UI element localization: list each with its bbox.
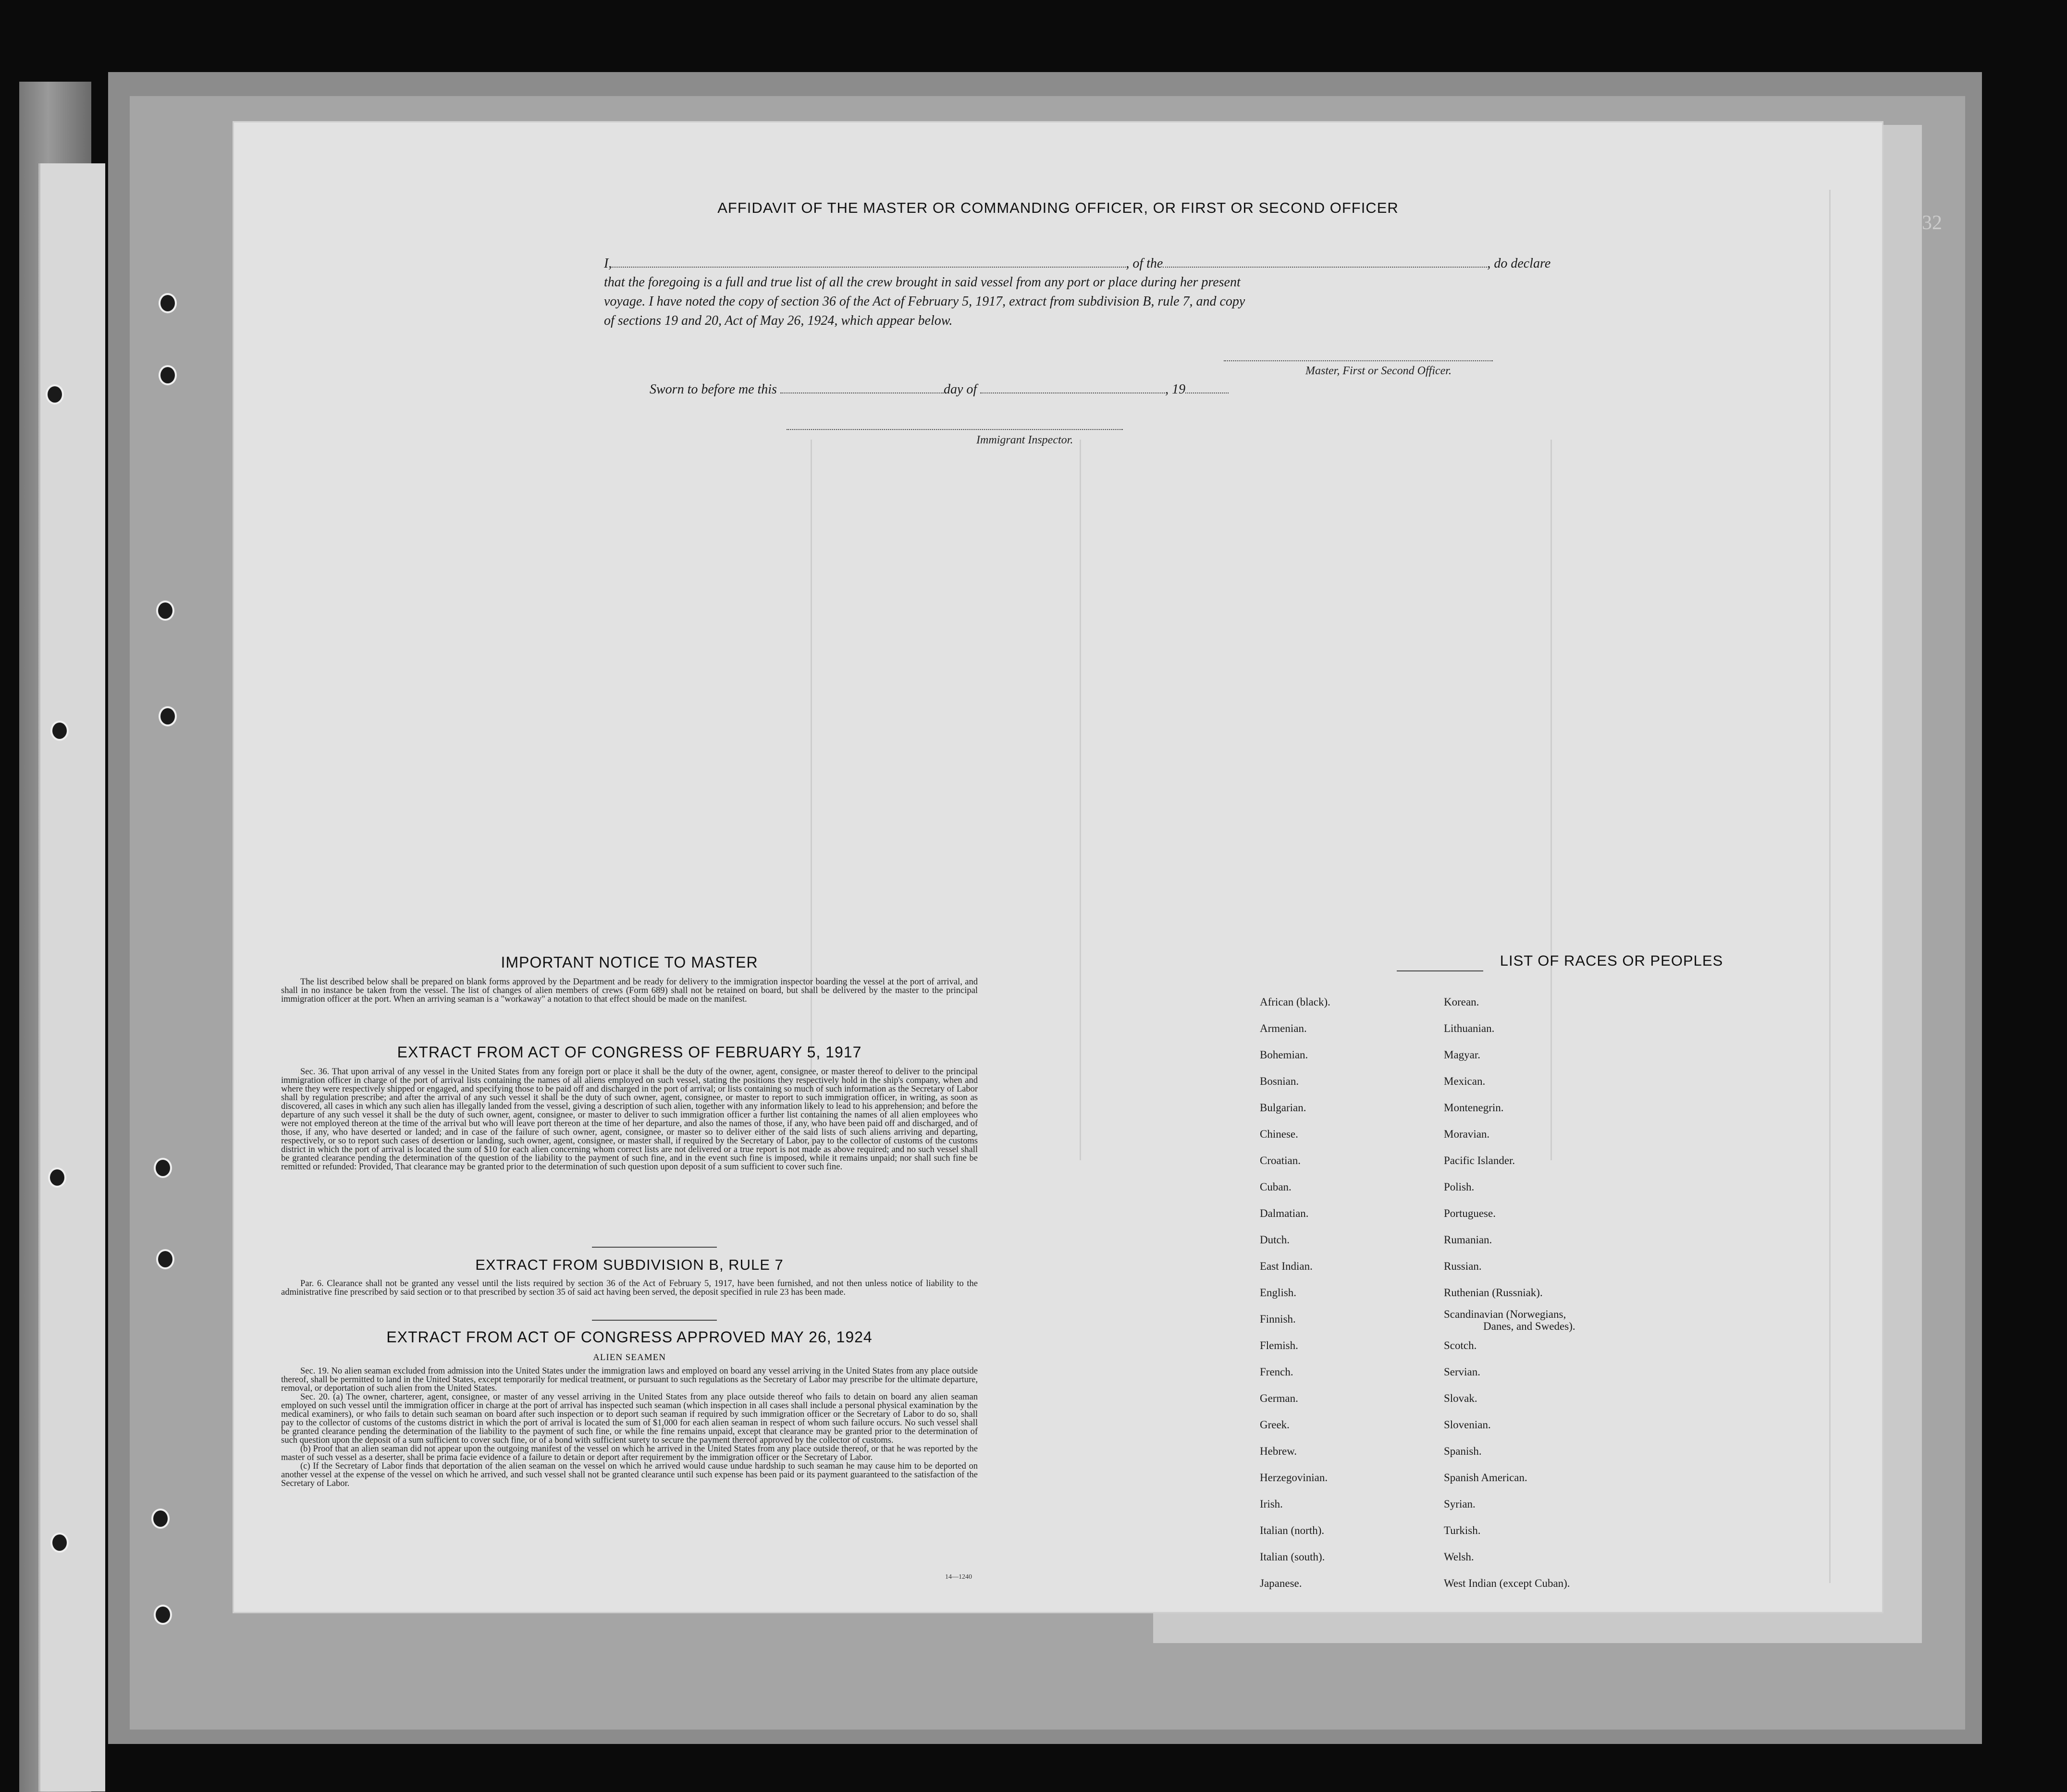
notice-text-block [281,978,978,1004]
extract-1924-subtitle: ALIEN SEAMEN [593,1352,666,1362]
affidavit-i-label: I, [604,256,612,271]
binder-hole [48,1167,66,1188]
extract-rule7-title: EXTRACT FROM SUBDIVISION B, RULE 7 [475,1256,784,1273]
binder-hole [154,1158,172,1178]
year-label: , 19 [1165,382,1186,397]
race-left: English. [1260,1287,1297,1299]
affidavit-line-1 [604,256,1550,271]
master-signature-line[interactable] [1224,360,1493,361]
race-left: Dalmatian. [1260,1207,1309,1219]
race-right: Moravian. [1444,1128,1490,1140]
binder-hole [159,365,177,385]
edge-number: 32 [1922,212,1942,234]
inspector-signature-label: Immigrant Inspector. [976,434,1073,446]
race-right: Magyar. [1444,1049,1481,1061]
bleed-through-column-line [1829,190,1831,1583]
race-right: Montenegrin. [1444,1102,1504,1114]
extract-1917-text: Sec. 36. That upon arrival of any vessel in the United States from any foreign port or place it shall be the duty of the owner, agent, consignee, or master thereof to deliver to the principal immigration officer in charge of the port of arrival lists containing the names of all aliens employed on such vessel, stating the positions they respectively hold in the ship's company, when and where they were respectively shipped or engaged, and specifying those to be paid off and discharged in the port of arrival; or lists containing so much of such information as the Secretary of Labor shall by regulation prescribe; and after the arrival of any such vessel it shall be the duty of such owner, agent, consignee, or master to report to such immigration officer, in writing, as soon as discovered, all cases in which any such alien has illegally landed from the vessel, giving a description of such alien, together with any information likely to lead to his apprehension; and before the departure of any such vessel it shall be the duty of such owner, agent, consignee, or master to deliver to such immigration officer a further list containing the names of all alien employees who were not employed thereon at the time of the arrival but who will leave port thereon at the time of her departure, and also the names of those, if any, who have been paid off and discharged, and of those, if any, who have deserted or landed; and in case of the failure of such owner, agent, consignee, or master so to deliver either of the said lists of such aliens arriving and departing, respectively, or so to report such cases of desertion or landing, such owner, agent, consignee, or master shall, if required by the Secretary of Labor, pay to the collector of customs of the customs district in which the port of arrival is located the sum of $10 for each alien concerning whom correct lists are not delivered or a true report is not made as above required; and no such vessel shall be granted clearance pending the determination of the question of the liability to the payment of such fine, and in the event such fine is imposed, while it remains unpaid; nor shall such fine be remitted or refunded: Provided, That clearance may be granted prior to the determination of such question upon deposit of a sum sufficient to cover such fine. [281,1067,978,1172]
sworn-month-blank[interactable] [980,382,1165,393]
binder-hole [46,384,64,405]
sec19-text: Sec. 19. No alien seaman excluded from admission into the United States under the immigration laws and employed on board any vessel arriving in the United States from any place outside thereof, shall be permitted to land in the United States, except temporarily for medical treatment, or pursuant to such regulations as the Secretary of Labor may prescribe for the ultimate departure, removal, or deportation of such alien from the United States. [281,1366,978,1393]
vessel-blank[interactable] [1163,256,1487,268]
notice-text: The list described below shall be prepared on blank forms approved by the Department and be ready for delivery to the immigration inspector boarding the vessel at the port of arrival, and shall in no instance be taken from the vessel. The list of changes of alien members of crews (Form 689) shall not be retained on board, but shall be delivered by the master to the principal immigration officer at the port. When an arriving seaman is a "workaway" a notation to that effect should be made on the manifest. [281,977,978,1004]
race-right: Rumanian. [1444,1234,1492,1246]
inspector-signature-line[interactable] [787,429,1123,430]
race-right: Russian. [1444,1260,1482,1272]
race-left: Irish. [1260,1498,1283,1510]
race-left: Greek. [1260,1419,1290,1431]
race-right: Spanish. [1444,1445,1482,1457]
sec20c-text: (c) If the Secretary of Labor finds that deportation of the alien seaman on the vessel on which he arrived would cause undue hardship to such seaman he may cause him to be deported on another vessel at the expense of the vessel on which he arrived, and such vessel shall not be granted clearance until such expense has been paid or its payment guaranteed to the satisfaction of the Secretary of Labor. [281,1461,978,1488]
binder-hole [151,1509,170,1529]
sworn-day-blank[interactable] [780,382,944,393]
race-left: Chinese. [1260,1128,1298,1140]
extract-1917-title: EXTRACT FROM ACT OF CONGRESS OF FEBRUARY 5, 1917 [397,1043,862,1061]
section-divider [592,1320,717,1321]
name-blank[interactable] [612,256,1126,268]
race-left: Hebrew. [1260,1445,1297,1457]
race-left: Flemish. [1260,1339,1298,1351]
race-right: Pacific Islander. [1444,1154,1515,1166]
affidavit-line-2: that the foregoing is a full and true list of all the crew brought in said vessel from any port or place during her present [604,275,1241,290]
race-right: Turkish. [1444,1524,1481,1536]
race-left: Herzegovinian. [1260,1472,1328,1484]
sworn-line [650,382,1229,397]
section-divider [592,1247,717,1248]
race-left: Bohemian. [1260,1049,1308,1061]
day-of-label: day of [943,382,977,397]
adjacent-sheet-edge [38,163,105,1792]
race-right: Lithuanian. [1444,1022,1495,1034]
affidavit-title: AFFIDAVIT OF THE MASTER OR COMMANDING OFFICER, OR FIRST OR SECOND OFFICER [717,199,1399,216]
binder-hole [50,1533,69,1553]
affidavit-declare-label: , do declare [1487,256,1551,271]
race-right: Scotch. [1444,1339,1477,1351]
race-left: Dutch. [1260,1234,1290,1246]
race-right: Portuguese. [1444,1207,1496,1219]
sec20a-text: Sec. 20. (a) The owner, charterer, agent, consignee, or master of any vessel arriving in the United States from any place outside thereof who fails to detain on board any alien seaman employed on such vessel until the immigration officer in charge at the port of arrival has inspected such seaman (which inspection in all cases shall include a personal physical examination by the medical examiners), or who fails to detain such seaman on board after such inspection or to deport such seaman if required by such immigration officer or the Secretary of Labor to do so, shall pay to the collector of customs of the customs district in which the port of arrival is located the sum of $1,000 for each alien seaman in respect of whom such failure occurs. No such vessel shall be granted clearance pending the determination of the liability to the payment of such fine, or while the fine remains unpaid, except that clearance may be granted prior to the determination of such question upon the deposit of a sum sufficient to cover such fine, or of a bond with sufficient surety to secure the payment thereof approved by the collector of customs. [281,1392,978,1445]
binder-hole [159,706,177,726]
race-right: Scandinavian (Norwegians, [1444,1308,1566,1320]
race-right: West Indian (except Cuban). [1444,1577,1570,1589]
race-right-continued: Danes, and Swedes). [1483,1320,1575,1332]
race-left: Bosnian. [1260,1075,1299,1087]
extract-rule7-text-block [281,1279,978,1297]
binder-hole [159,293,177,313]
extract-1924-title: EXTRACT FROM ACT OF CONGRESS APPROVED MAY 26, 1924 [386,1328,873,1346]
bleed-through-column-line [1080,440,1081,1160]
race-left: Italian (south). [1260,1551,1325,1563]
race-right: Spanish American. [1444,1472,1527,1484]
race-left: Cuban. [1260,1181,1292,1193]
races-title: LIST OF RACES OR PEOPLES [1500,952,1723,969]
extract-1917-text-block [281,1068,978,1171]
binder-hole [154,1605,172,1625]
notice-title: IMPORTANT NOTICE TO MASTER [501,954,758,971]
sworn-label: Sworn to before me this [650,382,777,397]
race-right: Polish. [1444,1181,1475,1193]
race-right: Slovak. [1444,1392,1477,1404]
binder-hole [156,1249,174,1269]
race-right: Slovenian. [1444,1419,1491,1431]
sec20b-text: (b) Proof that an alien seaman did not appear upon the outgoing manifest of the vessel on which he arrived in the United States from any place outside thereof, or that he was reported by the master of such vessel as a deserter, shall be prima facie evidence of a failure to detain or deport after requirement by the immigration officer or the Secretary of Labor. [281,1444,978,1462]
affidavit-line-4: of sections 19 and 20, Act of May 26, 1924, which appear below. [604,313,953,328]
race-left: German. [1260,1392,1298,1404]
affidavit-of-label: , of the [1126,256,1163,271]
races-title-rule [1397,970,1483,971]
race-left: Japanese. [1260,1577,1302,1589]
extract-rule7-text: Par. 6. Clearance shall not be granted any vessel until the lists required by section 36 of the Act of February 5, 1917, have been furnished, and not then unless notice of liability to the administrative fine prescribed by said section or to that prescribed by section 35 of said act having been served, the deposit specified in rule 23 has been made. [281,1279,978,1297]
race-right: Welsh. [1444,1551,1474,1563]
race-right: Mexican. [1444,1075,1486,1087]
master-signature-label: Master, First or Second Officer. [1305,365,1452,377]
race-left: Italian (north). [1260,1524,1325,1536]
binder-hole [50,721,69,741]
binder-hole [156,601,174,621]
race-left: Croatian. [1260,1154,1301,1166]
race-left: African (black). [1260,996,1330,1008]
race-left: Bulgarian. [1260,1102,1306,1114]
affidavit-page [234,123,1882,1612]
affidavit-line-3: voyage. I have noted the copy of section 36 of the Act of February 5, 1917, extract from subdivision B, rule 7, and copy [604,294,1245,309]
race-right: Korean. [1444,996,1479,1008]
race-right: Servian. [1444,1366,1481,1378]
race-left: Finnish. [1260,1313,1296,1325]
bleed-through-column-line [1550,440,1552,1160]
race-left: Armenian. [1260,1022,1307,1034]
race-left: French. [1260,1366,1293,1378]
race-left: East Indian. [1260,1260,1313,1272]
sworn-year-blank[interactable] [1185,382,1229,393]
race-right: Syrian. [1444,1498,1476,1510]
race-right: Ruthenian (Russniak). [1444,1287,1543,1299]
form-number: 14—1240 [945,1573,972,1581]
extract-1924-text-block [281,1367,978,1488]
